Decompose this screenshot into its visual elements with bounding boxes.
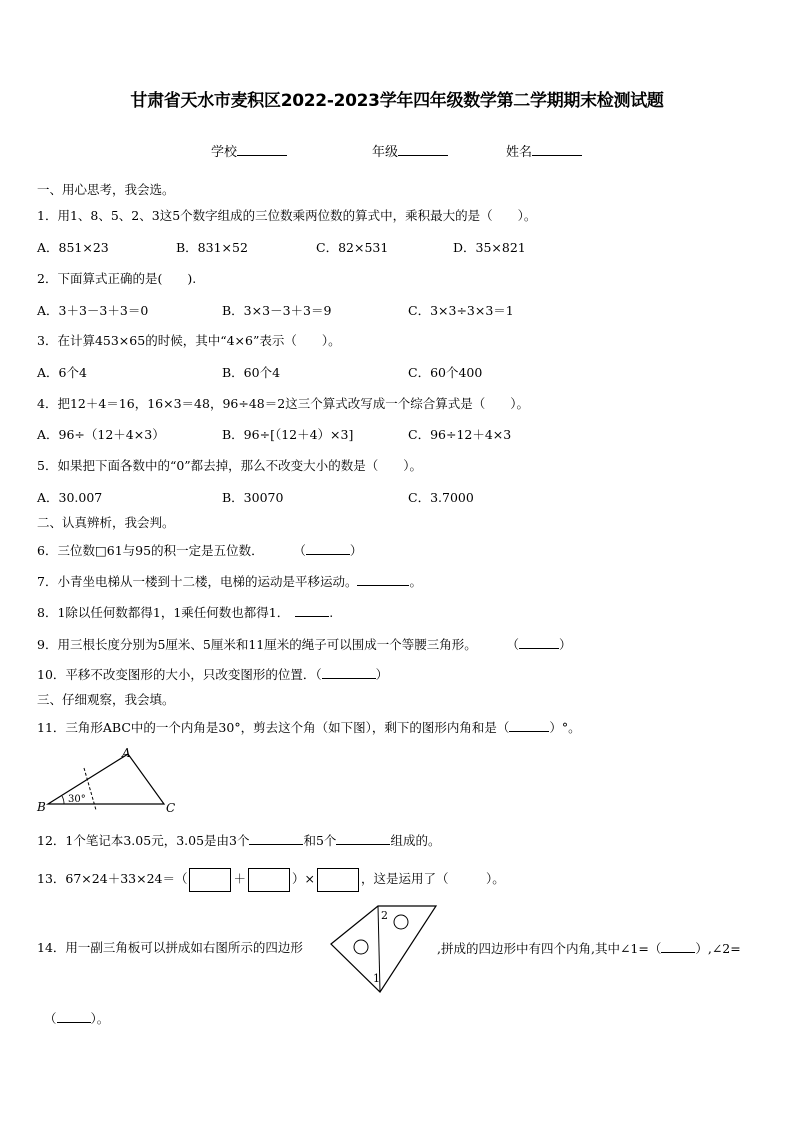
section-2-heading: 二、认真辨析，我会判。: [37, 515, 175, 530]
q6-answer-blank[interactable]: [306, 542, 350, 555]
q3-option-b[interactable]: B．60个4: [222, 365, 281, 380]
question-3: 3．在计算453×65的时候，其中“4×6”表示（ ）。: [37, 333, 341, 348]
vertex-b-label: B: [37, 800, 46, 814]
circle-left: [354, 940, 368, 954]
question-12: 12．1个笔记本3.05元，3.05是由3个 和5个 组成的。: [37, 833, 441, 848]
triangle-shape: [48, 754, 164, 804]
question-13: 13．67×24＋33×24＝（ ＋ ）× ，这是运用了（ ）。: [37, 866, 505, 892]
q3-option-a[interactable]: A．6个4: [37, 365, 87, 380]
question-7: 7．小青坐电梯从一楼到十二楼，电梯的运动是平移运动。 。: [37, 574, 422, 589]
q5-option-b[interactable]: B．30070: [222, 490, 284, 505]
q14-angle2-blank[interactable]: [57, 1010, 91, 1023]
q4-option-c[interactable]: C．96÷12＋4×3: [408, 427, 512, 442]
q9-answer-blank[interactable]: [519, 636, 559, 649]
section-3-heading: 三、仔细观察，我会填。: [37, 692, 175, 707]
q12-blank-2[interactable]: [336, 832, 390, 845]
q2-option-b[interactable]: B．3×3－3＋3＝9: [222, 303, 332, 318]
question-10: 10．平移不改变图形的大小，只改变图形的位置．（ ）: [37, 667, 389, 682]
question-1: 1．用1、8、5、2、3这5个数字组成的三位数乘两位数的算式中，乘积最大的是（ ）。: [37, 208, 537, 223]
q1-option-c[interactable]: C．82×531: [316, 240, 389, 255]
name-label: 姓名: [506, 145, 533, 160]
angle-arc: [62, 796, 64, 804]
angle-2-label: 2: [381, 909, 388, 922]
question-11: 11．三角形ABC中的一个内角是30°，剪去这个角（如下图），剩下的图形内角和是（ ）°。: [37, 720, 581, 735]
q4-option-b[interactable]: B．96÷[（12＋4）×3]: [222, 427, 354, 442]
q7-answer-blank[interactable]: [357, 573, 409, 586]
q10-answer-blank[interactable]: [322, 666, 376, 679]
name-field[interactable]: [506, 141, 582, 160]
q13-box-2[interactable]: [248, 868, 290, 892]
q3-option-c[interactable]: C．60个400: [408, 365, 483, 380]
q5-option-a[interactable]: A．30.007: [37, 490, 103, 505]
q12-blank-1[interactable]: [249, 832, 303, 845]
q11-answer-blank[interactable]: [509, 719, 549, 732]
q2-option-c[interactable]: C．3×3÷3×3＝1: [408, 303, 514, 318]
q1-option-b[interactable]: B．831×52: [176, 240, 248, 255]
question-9: 9．用三根长度分别为5厘米、5厘米和11厘米的绳子可以围成一个等腰三角形。 （ ）: [37, 637, 572, 652]
triangle-abc-figure: [34, 744, 184, 816]
question-14-part-2: ,拼成的四边形中有四个内角,其中∠1=（ ）,∠2=: [437, 941, 741, 956]
question-8: 8．1除以任何数都得1，1乘任何数也都得1． .: [37, 605, 334, 620]
circle-right: [394, 915, 408, 929]
angle-30-label: 30°: [68, 794, 86, 805]
question-14-part-1: 14．用一副三角板可以拼成如右图所示的四边形: [37, 940, 303, 955]
q4-option-a[interactable]: A．96÷（12＋4×3）: [37, 427, 165, 442]
angle-1-label: 1: [373, 972, 380, 985]
q5-option-c[interactable]: C．3.7000: [408, 490, 474, 505]
q1-option-d[interactable]: D．35×821: [453, 240, 526, 255]
question-4: 4．把12＋4＝16，16×3＝48，96÷48＝2这三个算式改写成一个综合算式是（ ）。: [37, 396, 529, 411]
school-label: 学校: [211, 145, 238, 160]
q1-option-a[interactable]: A．851×23: [37, 240, 109, 255]
q14-angle1-blank[interactable]: [661, 940, 695, 953]
question-2: 2．下面算式正确的是( ).: [37, 271, 197, 286]
school-field[interactable]: [211, 141, 287, 160]
q13-box-1[interactable]: [189, 868, 231, 892]
question-14-part-3: （ ）。: [44, 1011, 110, 1026]
page-title: 甘肃省天水市麦积区2022-2023学年四年级数学第二学期期末检测试题: [130, 91, 664, 111]
q2-option-a[interactable]: A．3＋3－3＋3＝0: [37, 303, 149, 318]
quadrilateral-figure: [330, 902, 440, 994]
q13-box-3[interactable]: [317, 868, 359, 892]
vertex-c-label: C: [166, 801, 176, 815]
vertex-a-label: A: [122, 746, 131, 760]
section-1-heading: 一、用心思考，我会选。: [37, 182, 175, 197]
q8-answer-blank[interactable]: [295, 604, 329, 617]
question-5: 5．如果把下面各数中的“0”都去掉，那么不改变大小的数是（ ）。: [37, 458, 422, 473]
grade-label: 年级: [372, 145, 399, 160]
question-6: 6．三位数□61与95的积一定是五位数． （ ）: [37, 543, 363, 558]
grade-field[interactable]: [372, 141, 448, 160]
